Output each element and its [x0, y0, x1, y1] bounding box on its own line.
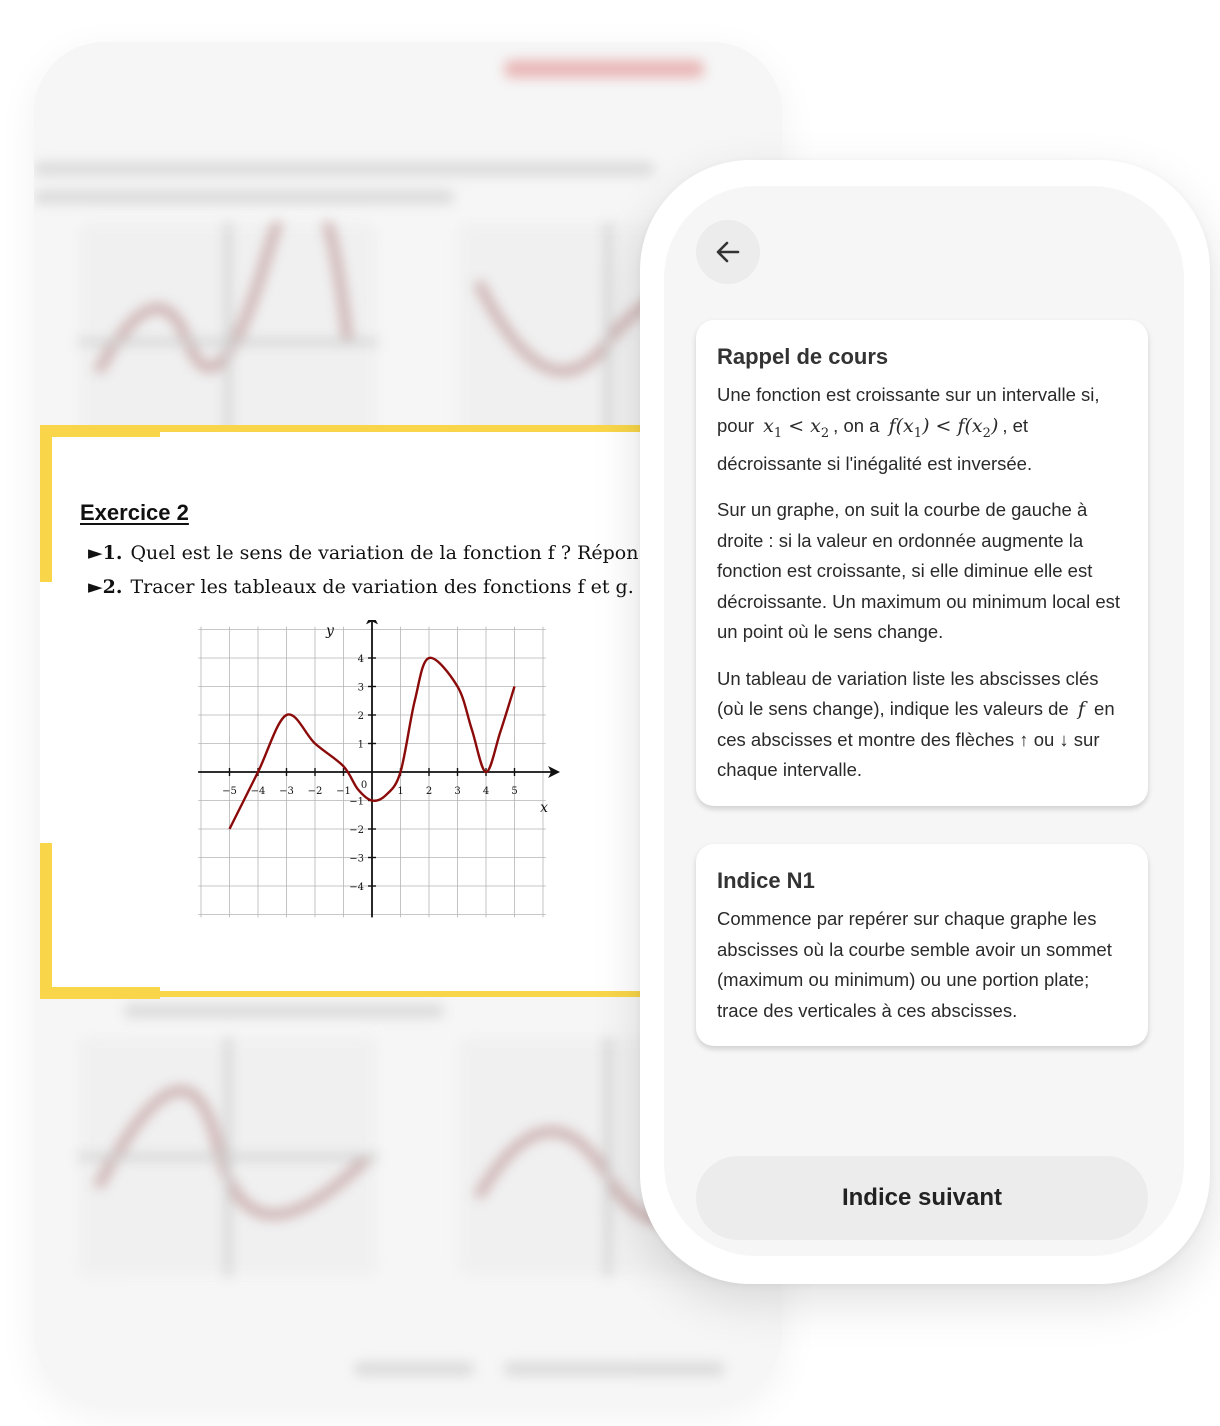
math-function-f: f — [1077, 698, 1085, 721]
question-number: ►1. — [88, 542, 123, 564]
course-recall-title: Rappel de cours — [717, 344, 889, 369]
exercise-title: Exercice 2 — [80, 500, 189, 525]
question-number: ►2. — [88, 576, 123, 598]
course-recall-paragraph: Un tableau de variation liste les abscisses clés (où le sens change), indique les valeurs de f en ces abscisses et montre des flèches ↑ ou ↓ sur chaque intervalle. — [717, 667, 1115, 781]
y-tick-label: 1 — [357, 739, 364, 751]
course-recall-paragraph: Sur un graphe, on suit la courbe de gauche à droite : si la valeur en ordonnée augmente la fonction est croissante, si elle diminue elle est décroissante. Un maximum ou minimum local est un point où le sens change. — [717, 499, 1121, 643]
y-axis-label: y — [326, 623, 334, 640]
y-tick-label: 3 — [357, 682, 364, 694]
x-tick-label: −3 — [279, 786, 294, 797]
math-inequality: $x_1 < x_2$ — [763, 414, 830, 441]
question-text: Tracer les tableaux de variation des fonctions f et g. — [130, 576, 634, 598]
math-image-inequality: $f(x_1) < f(x_2)$ — [888, 414, 999, 441]
x-tick-label: 3 — [454, 786, 461, 797]
x-tick-label: 4 — [482, 786, 490, 797]
course-recall-card — [696, 320, 1148, 806]
x-tick-label: 1 — [397, 786, 404, 797]
next-hint-button[interactable]: Indice suivant — [696, 1156, 1148, 1240]
back-button[interactable] — [696, 220, 760, 284]
hint-screen — [664, 186, 1184, 1256]
arrow-left-icon — [714, 238, 742, 266]
course-recall-paragraph: Une fonction est croissante sur un intervalle si, pour $x_1 < x_2$ , on a $f(x_1) < f(x_2)$ , et décroissante si l'inégalité est inversée. — [717, 384, 1100, 474]
y-tick-label: −4 — [349, 882, 364, 893]
y-tick-label: −2 — [349, 825, 364, 836]
y-tick-label: 4 — [357, 654, 364, 665]
x-tick-label: 5 — [511, 786, 518, 797]
x-tick-label: −5 — [222, 786, 237, 797]
background-title-mark — [504, 60, 704, 78]
x-tick-label: 2 — [425, 786, 433, 797]
function-graph — [190, 620, 560, 920]
x-tick-label: −1 — [336, 786, 351, 797]
question-2 — [88, 576, 634, 598]
phone-frame — [640, 160, 1210, 1284]
hint-text: Commence par repérer sur chaque graphe les abscisses où la courbe semble avoir un sommet (maximum ou minimum) ou une portion plate; trace des verticales à ces abscisses. — [717, 908, 1112, 1021]
question-text: Quel est le sens de variation de la fonction f ? Répon — [130, 542, 639, 564]
question-1 — [88, 542, 638, 564]
y-tick-label: −3 — [349, 853, 364, 865]
hint-card — [696, 844, 1148, 1046]
y-tick-label: −1 — [349, 796, 364, 808]
x-axis-label: x — [540, 800, 549, 816]
x-tick-label: −2 — [307, 786, 323, 797]
y-tick-label: 2 — [357, 711, 364, 722]
origin-label: 0 — [360, 780, 368, 791]
x-tick-label: −4 — [250, 786, 266, 797]
hint-title: Indice N1 — [717, 868, 815, 893]
